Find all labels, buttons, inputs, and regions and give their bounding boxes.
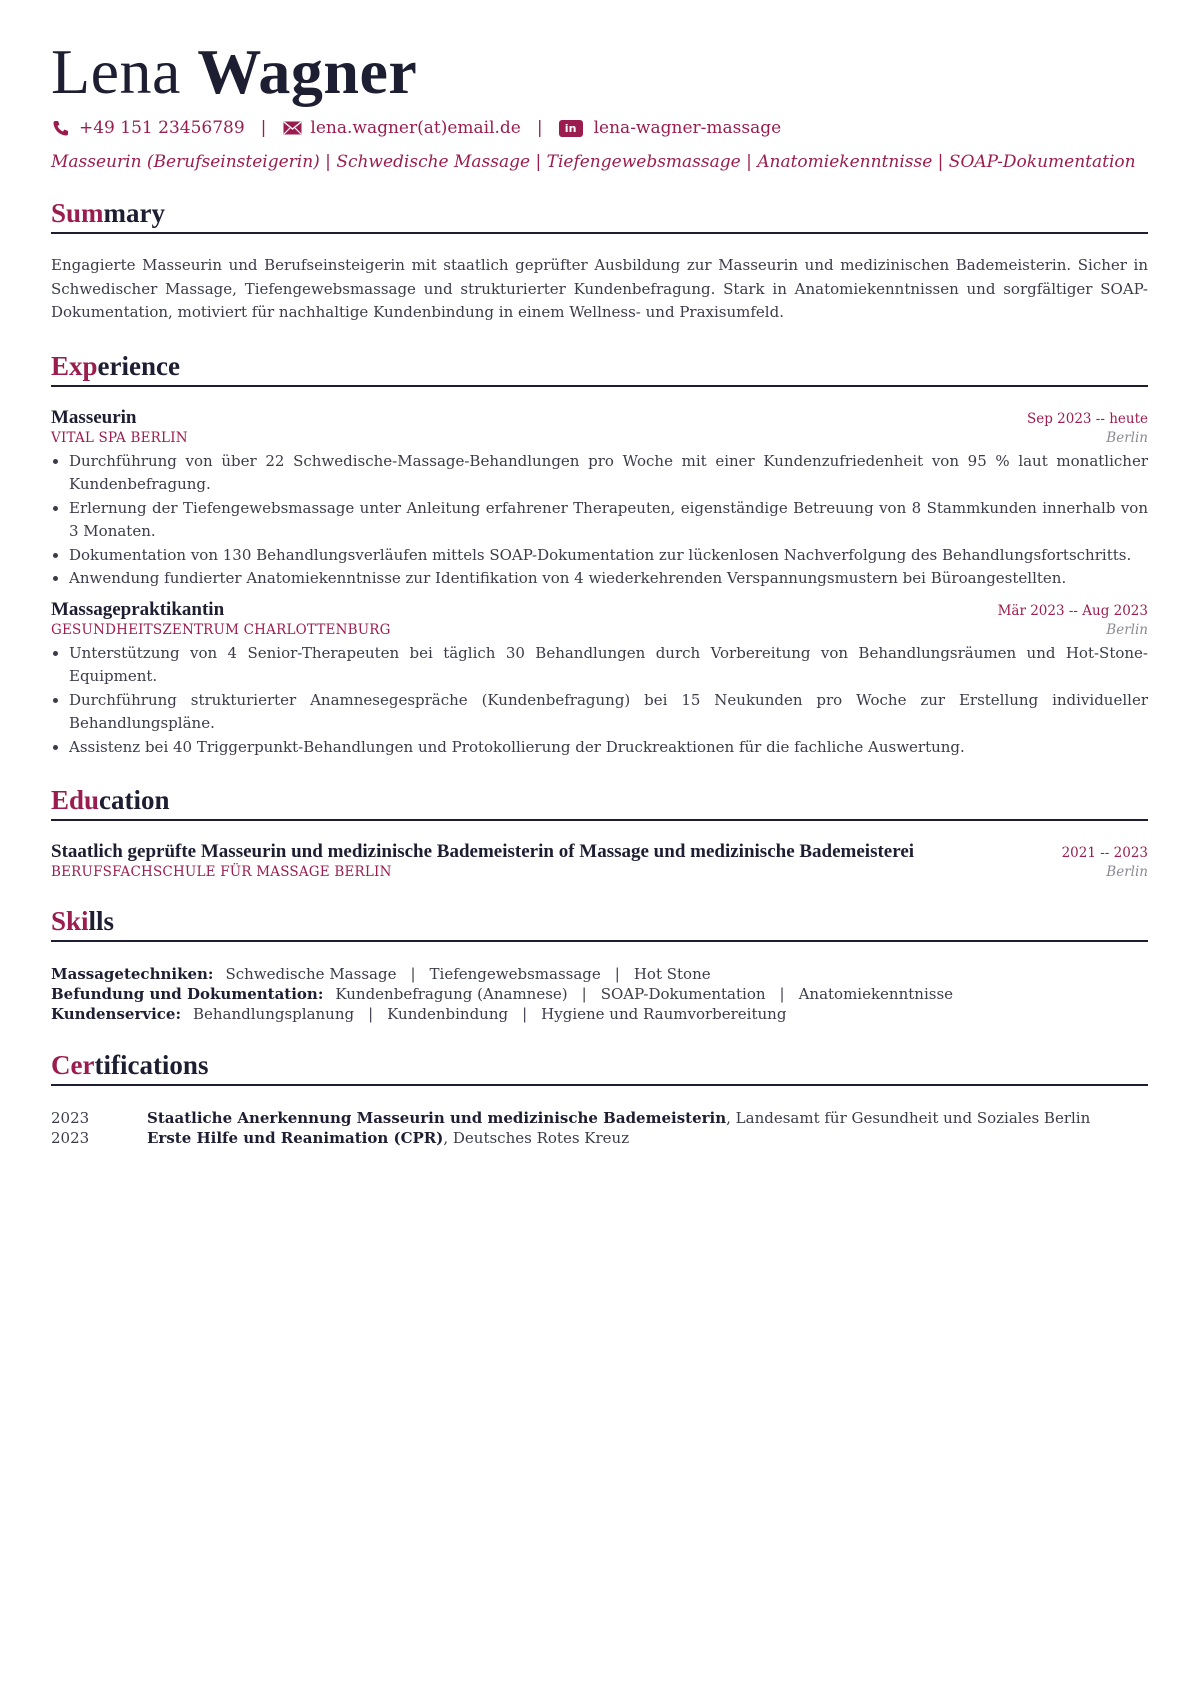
resume-content (51, 34, 1148, 1148)
skill-category: Massagetechniken: (51, 965, 214, 983)
certification-name: Erste Hilfe und Reanimation (CPR) (147, 1129, 444, 1147)
certification-year: 2023 (51, 1109, 90, 1127)
skill-separator: | (779, 985, 785, 1003)
certification-issuer: , Deutsches Rotes Kreuz (443, 1129, 630, 1147)
skill-item: Hygiene und Raumvorbereitung (541, 1005, 787, 1023)
job-bullet: • Erlernung der Tiefengewebsmassage unter Anleitung erfahrener Therapeuten, eigenständige Betreuung von 8 Stammkunden innerhalb von 3 Monaten. (69, 497, 1148, 544)
section-title-certifications (51, 1048, 1148, 1086)
job-location: Berlin (1106, 621, 1148, 638)
section-title-accent: Ski (51, 906, 89, 936)
email-address: lena.wagner(at)email.de (310, 118, 521, 138)
skill-row (51, 1004, 1148, 1024)
skill-item: Kundenbindung (387, 1005, 509, 1023)
section-title-rest: cation (99, 785, 170, 815)
job-bullet: • Anwendung fundierter Anatomiekenntnisse zur Identifikation von 4 wiederkehrenden Verspannungsmustern bei Büroangestellten. (69, 567, 1148, 591)
school-name: BERUFSFACHSCHULE FÜR MASSAGE BERLIN (51, 864, 392, 880)
skill-item: Tiefengewebsmassage (429, 965, 601, 983)
skill-category: Befundung und Dokumentation: (51, 985, 324, 1003)
last-name: Wagner (197, 36, 418, 107)
degree-title: Staatlich geprüfte Masseurin und medizinische Bademeisterin of Massage und medizinische Bademeisterei (51, 841, 915, 862)
job-date: Mär 2023 -- Aug 2023 (997, 602, 1148, 619)
professional-tagline: Masseurin (Berufseinsteigerin) | Schwedische Massage | Tiefengewebsmassage | Anatomiekenntnisse | SOAP-Dokumentation (51, 152, 1136, 172)
certification-issuer: , Landesamt für Gesundheit und Soziales Berlin (726, 1109, 1091, 1127)
section-title-skills (51, 904, 1148, 942)
skill-separator: | (614, 965, 620, 983)
section-title-education (51, 783, 1148, 821)
job-bullets (51, 450, 1148, 591)
skill-separator: | (410, 965, 416, 983)
linkedin-handle: lena-wagner-massage (593, 118, 782, 138)
skill-item: Behandlungsplanung (192, 1005, 355, 1023)
job-bullet: • Assistenz bei 40 Triggerpunkt-Behandlungen und Protokollierung der Druckreaktionen für die fachliche Auswertung. (69, 736, 1148, 760)
contact-separator: | (260, 118, 267, 138)
education-entry (51, 841, 1148, 880)
section-title-rest: mary (103, 198, 166, 228)
phone-contact[interactable] (51, 118, 245, 138)
section-title-rest: lls (88, 906, 115, 936)
skill-item: Kundenbefragung (Anamnese) (335, 985, 568, 1003)
skill-category: Kundenservice: (51, 1005, 181, 1023)
skill-row (51, 964, 1148, 984)
section-title-accent: Cer (51, 1050, 95, 1080)
job-title: Massagepraktikantin (51, 598, 225, 620)
skill-item: Anatomiekenntnisse (798, 985, 954, 1003)
skill-separator: | (368, 1005, 374, 1023)
job-bullets (51, 642, 1148, 760)
job-location: Berlin (1106, 429, 1148, 446)
job-organization: GESUNDHEITSZENTRUM CHARLOTTENBURG (51, 621, 391, 638)
section-title-summary (51, 196, 1148, 234)
section-title-rest: tifications (94, 1050, 209, 1080)
mail-icon (282, 120, 302, 136)
summary-text: Engagierte Masseurin und Berufseinsteigerin mit staatlich geprüfter Ausbildung zur Masseurin und medizinischen Bademeisterin. Sicher in Schwedischer Massage, Tiefengewebsmassage und strukturierter Kundenbefragung. Stark in Anatomiekenntnissen und sorgfältiger SOAP-Dokumentation, motiviert für nachhaltige Kundenbindung in einem Wellness- und Praxisumfeld. (51, 256, 1148, 321)
section-title-accent: Edu (51, 785, 100, 815)
section-title-experience (51, 349, 1148, 387)
skill-item: Schwedische Massage (225, 965, 397, 983)
linkedin-icon: in (559, 120, 583, 137)
certification-entry (51, 1108, 1148, 1128)
school-location: Berlin (1106, 864, 1148, 880)
experience-entry (51, 599, 1148, 760)
first-name: Lena (51, 36, 181, 107)
job-organization: VITAL SPA BERLIN (51, 429, 188, 446)
skill-separator: | (581, 985, 587, 1003)
skill-separator: | (522, 1005, 528, 1023)
education-date: 2021 -- 2023 (1061, 845, 1148, 861)
section-title-accent: Sum (51, 198, 104, 228)
certification-entry (51, 1128, 1148, 1148)
job-bullet: • Unterstützung von 4 Senior-Therapeuten bei täglich 30 Behandlungen durch Vorbereitung von Behandlungsräumen und Hot-Stone-Equipment. (69, 642, 1148, 689)
job-bullet: • Dokumentation von 130 Behandlungsverläufen mittels SOAP-Dokumentation zur lückenlosen Nachverfolgung des Behandlungsfortschritts. (69, 544, 1148, 568)
candidate-name (51, 34, 1148, 110)
email-contact[interactable] (282, 118, 520, 138)
phone-number: +49 151 23456789 (79, 118, 245, 138)
certification-name: Staatliche Anerkennung Masseurin und medizinische Bademeisterin (147, 1109, 727, 1127)
linkedin-contact[interactable] (559, 118, 782, 138)
job-bullet: • Durchführung strukturierter Anamnesegespräche (Kundenbefragung) bei 15 Neukunden pro Woche zur Erstellung individueller Behandlungspläne. (69, 689, 1148, 736)
section-title-rest: erience (97, 350, 180, 381)
job-date: Sep 2023 -- heute (1026, 410, 1148, 427)
skill-item: SOAP-Dokumentation (600, 985, 766, 1003)
section-title-accent: Exp (51, 350, 98, 381)
experience-entry (51, 407, 1148, 591)
contact-line (51, 116, 1148, 140)
certifications-list (51, 1108, 1148, 1148)
skill-row (51, 984, 1148, 1004)
certification-year: 2023 (51, 1129, 90, 1147)
contact-separator: | (536, 118, 543, 138)
phone-icon (51, 120, 71, 136)
skills-list (51, 964, 1148, 1024)
job-bullet: • Durchführung von über 22 Schwedische-Massage-Behandlungen pro Woche mit einer Kundenzufriedenheit von 95 % laut monatlicher Kundenbefragung. (69, 450, 1148, 497)
job-title: Masseurin (51, 406, 137, 428)
skill-item: Hot Stone (633, 965, 711, 983)
